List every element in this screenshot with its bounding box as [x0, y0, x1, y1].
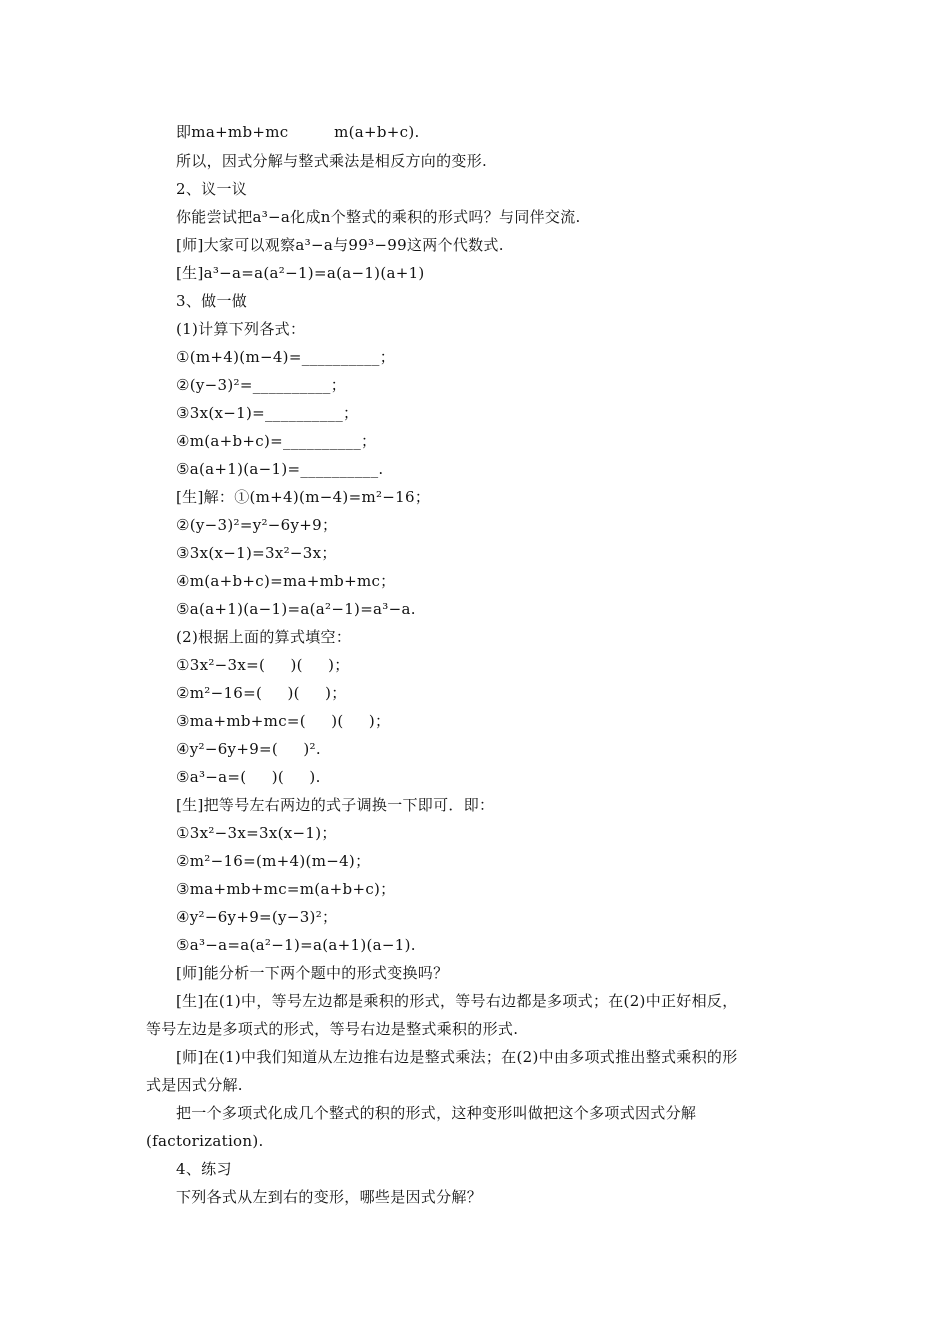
text-line: ①(m+4)(m−4)=__________； [176, 348, 395, 366]
text-line: ①3x²−3x=3x(x−1)； [176, 824, 337, 842]
section-heading: 4、练习 [176, 1160, 232, 1178]
text-line: 等号左边是多项式的形式，等号右边是整式乘积的形式. [146, 1020, 519, 1038]
text-line: ③ma+mb+mc=m(a+b+c)； [176, 880, 396, 898]
text-line: (2)根据上面的算式填空： [176, 628, 352, 646]
text-line: [生]解：①(m+4)(m−4)=m²−16； [176, 488, 431, 506]
text-line: [师]能分析一下两个题中的形式变换吗？ [176, 964, 449, 982]
text-line: ④m(a+b+c)=__________； [176, 432, 377, 450]
text-line: ③ma+mb+mc=( )( )； [176, 712, 391, 730]
text-line: ③3x(x−1)=3x²−3x； [176, 544, 337, 562]
text-line: (factorization). [146, 1132, 264, 1150]
text-line: ⑤a³−a=a(a²−1)=a(a+1)(a−1). [176, 936, 416, 954]
text-line: ⑤a³−a=( )( ). [176, 768, 321, 786]
text-line: 式是因式分解. [146, 1076, 243, 1094]
text-line: [师]在(1)中我们知道从左边推右边是整式乘法；在(2)中由多项式推出整式乘积的形 [176, 1048, 738, 1066]
text-line: ②(y−3)²=y²−6y+9； [176, 516, 338, 534]
text-line: 把一个多项式化成几个整式的积的形式，这种变形叫做把这个多项式因式分解 [176, 1104, 697, 1122]
text-line: ②m²−16=( )( )； [176, 684, 347, 702]
text-line: 即ma+mb+mc m(a+b+c). [176, 123, 420, 141]
text-line: 所以，因式分解与整式乘法是相反方向的变形. [176, 152, 488, 170]
text-line: ⑤a(a+1)(a−1)=a(a²−1)=a³−a. [176, 600, 416, 618]
text-line: ②m²−16=(m+4)(m−4)； [176, 852, 371, 870]
text-line: ③3x(x−1)=__________； [176, 404, 359, 422]
text-line: ⑤a(a+1)(a−1)=__________. [176, 460, 384, 478]
text-line: [生]把等号左右两边的式子调换一下即可．即： [176, 796, 495, 814]
text-line: [生]a³−a=a(a²−1)=a(a−1)(a+1) [176, 264, 425, 282]
text-line: ②(y−3)²=__________； [176, 376, 347, 394]
text-line: (1)计算下列各式： [176, 320, 306, 338]
text-line: ④y²−6y+9=(y−3)²； [176, 908, 338, 926]
text-line: 你能尝试把a³−a化成n个整式的乘积的形式吗？与同伴交流. [176, 208, 581, 226]
text-line: [生]在(1)中，等号左边都是乘积的形式，等号右边都是多项式；在(2)中正好相反， [176, 992, 738, 1010]
text-line: [师]大家可以观察a³−a与99³−99这两个代数式. [176, 236, 504, 254]
text-line: ④m(a+b+c)=ma+mb+mc； [176, 572, 396, 590]
text-line: ④y²−6y+9=( )². [176, 740, 321, 758]
section-heading: 3、做一做 [176, 292, 248, 310]
text-line: ①3x²−3x=( )( )； [176, 656, 350, 674]
section-heading: 2、议一议 [176, 180, 248, 198]
text-line: 下列各式从左到右的变形，哪些是因式分解？ [176, 1188, 483, 1206]
